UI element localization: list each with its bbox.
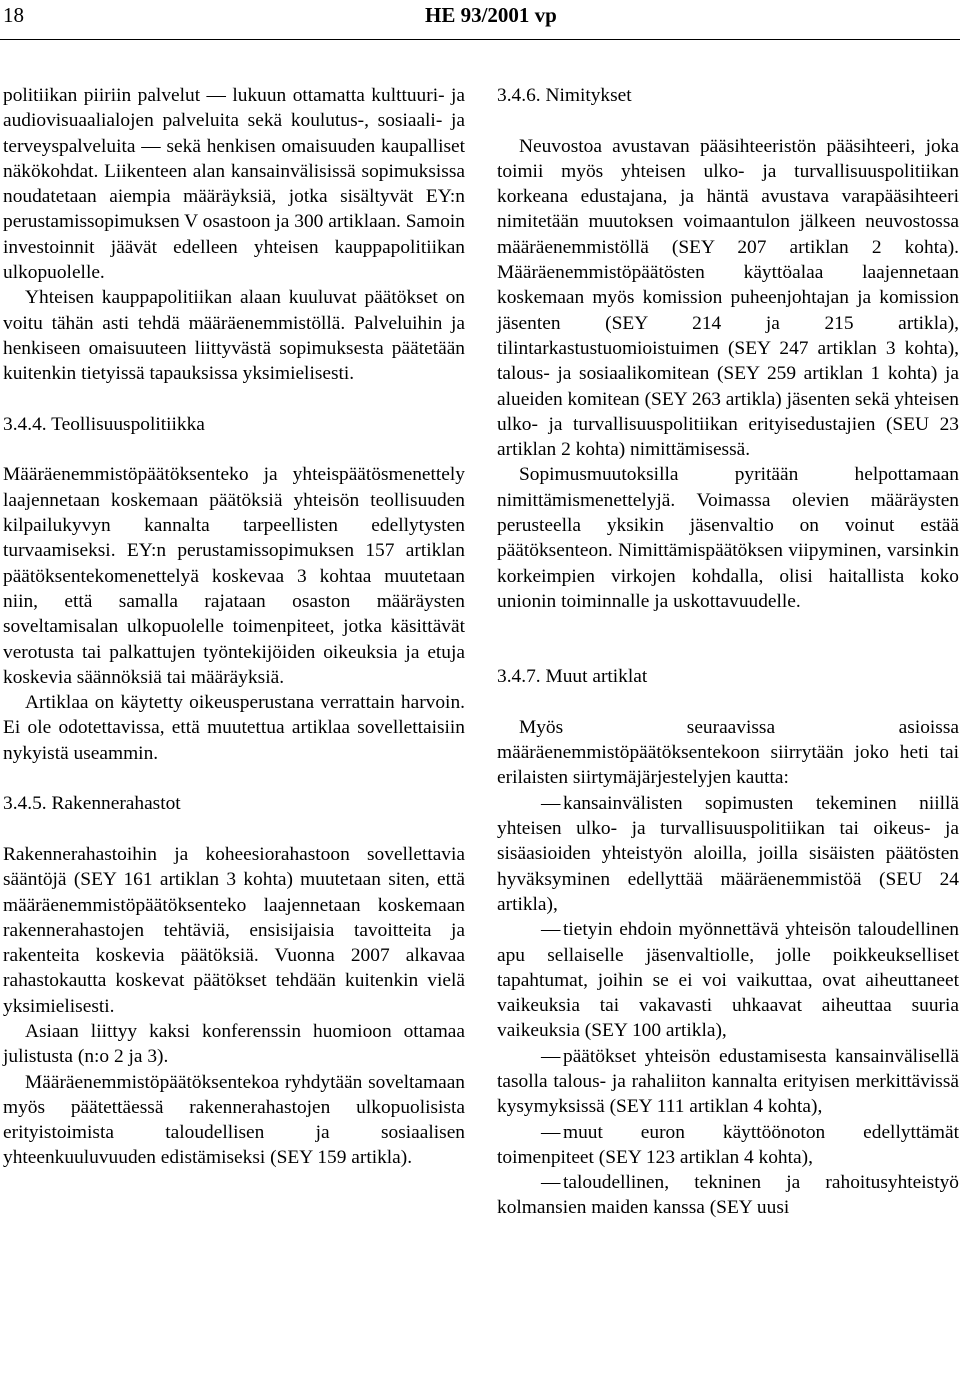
paragraph: Sopimusmuutoksilla pyritään helpottamaan nimittämismenettelyjä. Voimassa olevien määräysten perusteella yksikin jäsenvaltio on voinut estää päätöksenteon. Nimittämispäätöksen viipyminen, varsinkin korkeimpien virkojen kohdalla, olisi haitallista koko unionin toiminnalle ja uskottavuudelle. (497, 464, 959, 612)
dash-marker: — (541, 1045, 561, 1067)
spacer (497, 690, 959, 715)
list-item (497, 917, 959, 1043)
list-item (497, 1170, 959, 1221)
page-number: 18 (3, 3, 24, 27)
list-item-text: päätökset yhteisön edustamisesta kansainvälisellä tasolla talous- ja rahaliiton kannalta erityisen merkittävissä kysymyksissä (SEY 111 artiklan 4 kohta), (497, 1045, 959, 1118)
spacer (497, 108, 959, 133)
list-item (497, 791, 959, 917)
list-item (497, 1120, 959, 1171)
right-column (497, 83, 959, 1221)
list-item-text: tietyin ehdoin myönnettävä yhteisön taloudellinen apu sellaiselle jäsenvaltiolle, jolle poikkeukselliset tapahtumat, joihin se ei voi vaikuttaa, ovat aiheuttaneet vaikeuksia tai vakavasti uhkaavat aiheuttaa suuria vaikeuksia (SEY 100 artikla), (497, 919, 959, 1042)
header-rule (0, 39, 960, 40)
paragraph: Rakennerahastoihin ja koheesiorahastoon sovellettavia sääntöjä (SEY 161 artiklan 3 kohta) muutetaan siten, että määräenemmistöpäätöksenteko laajennetaan koskemaan rakennerahastojen tehtäviä, ensisijaisia tavoitteita ja rakenteita koskevia päätöksiä. Vuonna 2007 alkavaa rahastokautta koskevat päätökset tehdään kuitenkin vielä yksimielisesti. (3, 843, 465, 1017)
paragraph: Myös seuraavissa asioissa määräenemmistöpäätöksentekoon siirrytään joko heti tai erilaisten siirtymäjärjestelyjen kautta: (497, 716, 959, 789)
paragraph: Määräenemmistöpäätöksentekoa ryhdytään soveltamaan myös päätettäessä rakennerahastojen ulkopuolisista erityistoimista taloudellisen ja sosiaalisen yhteenkuuluvuuden edistämiseksi (SEY 159 artikla). (3, 1071, 465, 1169)
section-heading-3-4-7: 3.4.7. Muut artiklat (497, 666, 648, 688)
paragraph: Määräenemmistöpäätöksenteko ja yhteispäätösmenettely laajennetaan koskemaan päätöksiä yhteisön teollisuuden kilpailukyvyn kannalta tarpeellisten edellytysten turvaamiseksi. EY:n perustamissopimuksen 157 artiklan päätöksentekomenettelyä koskevaa 3 kohtaa muutetaan niin, että samalla rajataan osaston määräysten soveltamisalan ulkopuolelle toimenpiteet, jotka käsittävät verotusta tai palkattujen työntekijöiden oikeuksia ja etuja koskevia säännöksiä tai määräyksiä. (3, 464, 465, 688)
list-item-text: taloudellinen, tekninen ja rahoitusyhteistyö kolmansien maiden kanssa (SEY uusi (497, 1172, 959, 1219)
paragraph: politiikan piiriin palvelut — lukuun ottamatta kulttuuri- ja audiovisuaalialojen palveluita sekä koulutus-, sosiaali- ja terveyspalveluita — sekä henkisen omaisuuden kaupalliset näkökohdat. Liikenteen alan kansainvälisissä sopimuksissa noudatetaan aiempia määräyksiä, jotka sisältyvät EY:n perustamissopimuksen V osastoon ja 300 artiklaan. Samoin investoinnit jäävät edelleen yhteisen kauppapolitiikan ulkopuolelle. (3, 85, 465, 284)
spacer (3, 766, 465, 791)
paragraph: Yhteisen kauppapolitiikan alaan kuuluvat päätökset on voitu tähän asti tehdä määräenemmistöllä. Palveluihin ja henkiseen omaisuuteen liittyvästä sopimuksesta päätetään kuitenkin tietyissä tapauksissa yksimielisesti. (3, 287, 465, 385)
section-heading-3-4-4: 3.4.4. Teollisuuspolitiikka (3, 413, 205, 435)
list-item-text: kansainvälisten sopimusten tekeminen niillä yhteisen ulko- ja turvallisuuspolitiikan tai oikeus- ja sisäasioiden yhteistyön aloilla, joilla sisäisten päätösten hyväksyminen edellyttää määräenemmistöä (SEU 24 artikla), (497, 792, 959, 915)
list-item (497, 1044, 959, 1120)
dash-marker: — (541, 919, 561, 941)
paragraph: Neuvostoa avustavan pääsihteeristön pääsihteeri, joka toimii myös yhteisen ulko- ja turvallisuuspolitiikan korkeana edustajana, ja häntä avustava varapääsihteeri nimitetään muutoksen voimaantulon jälkeen neuvostossa määräenemmistöllä (SEY 207 artiklan 2 kohta). Määräenemmistöpäätösten käyttöalaa laajennetaan koskemaan myös komission puheenjohtajan ja komission jäsenten (SEY 214 ja 215 artikla), tilintarkastustuomioistuimen (SEY 247 artiklan 3 kohta), talous- ja sosiaalikomitean (SEY 259 artiklan 1 kohta) ja alueiden komitean (SEY 263 artikla) jäsenten sekä yhteisen ulko- ja turvallisuuspolitiikan erityisedustajien (SEU 23 artiklan 2 kohta) nimittämisessä. (497, 135, 959, 461)
section-heading-3-4-5: 3.4.5. Rakennerahastot (3, 793, 181, 815)
section-heading-3-4-6: 3.4.6. Nimitykset (497, 85, 632, 106)
paragraph: Artiklaa on käytetty oikeusperustana verrattain harvoin. Ei ole odotettavissa, että muutettua artiklaa sovellettaisiin nykyistä useammin. (3, 692, 465, 764)
dash-marker: — (541, 1172, 561, 1194)
spacer (497, 614, 959, 664)
running-head: HE 93/2001 vp (425, 3, 557, 27)
page-header (0, 0, 960, 40)
spacer (3, 437, 465, 462)
dash-marker: — (541, 792, 561, 814)
spacer (3, 817, 465, 842)
spacer (3, 387, 465, 412)
dash-marker: — (541, 1121, 561, 1143)
list-item-text: muut euron käyttöönoton edellyttämät toimenpiteet (SEY 123 artiklan 4 kohta), (497, 1121, 959, 1168)
left-column (3, 83, 465, 1171)
paragraph: Asiaan liittyy kaksi konferenssin huomioon ottamaa julistusta (n:o 2 ja 3). (3, 1020, 465, 1068)
